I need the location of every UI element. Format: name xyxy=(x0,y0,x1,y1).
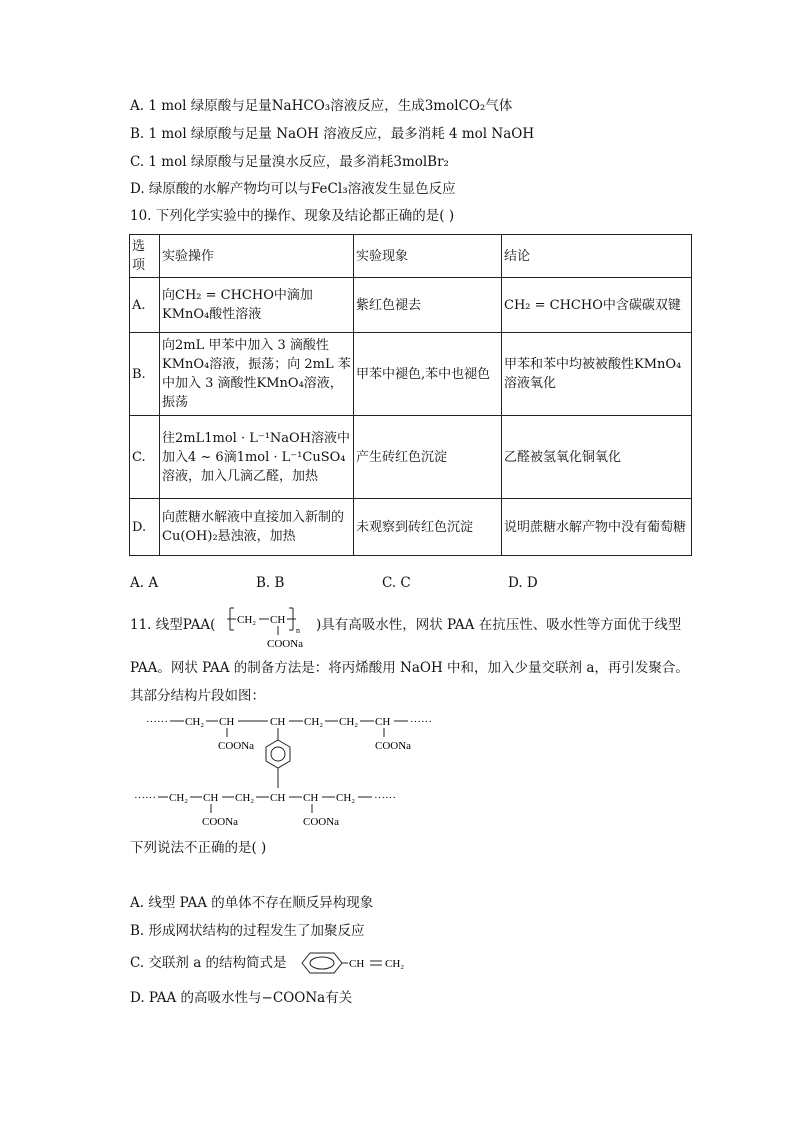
header-option: 选项 xyxy=(130,235,160,278)
q10-choice-d: D. D xyxy=(508,575,538,591)
row-option-label: D. xyxy=(130,499,160,556)
q10-stem: 10. 下列化学实验中的操作、现象及结论都正确的是( ) xyxy=(130,208,455,224)
chain-coona: COONa xyxy=(375,740,412,752)
q11-stem-after: )具有高吸水性，网状 PAA 在抗压性、吸水性等方面优于线型 xyxy=(316,617,682,633)
row-phenomenon: 未观察到砖红色沉淀 xyxy=(354,499,502,556)
row-phenomenon: 紫红色褪去 xyxy=(354,278,502,333)
chain-group: CH xyxy=(219,716,235,728)
q9-option-d: D. 绿原酸的水解产物均可以与FeCl₃溶液发生显色反应 xyxy=(130,181,456,197)
header-conclusion: 结论 xyxy=(502,235,692,278)
formula-ch2: CH₂ xyxy=(385,958,405,970)
table-row xyxy=(130,333,692,416)
q10-choice-b: B. B xyxy=(256,575,285,591)
row-option-label: C. xyxy=(130,416,160,499)
q11-option-b: B. 形成网状结构的过程发生了加聚反应 xyxy=(130,923,365,939)
experiment-table xyxy=(129,234,692,556)
styrene-vinyl-benzene-formula xyxy=(290,948,420,978)
row-conclusion: 说明蔗糖水解产物中没有葡萄糖 xyxy=(502,499,692,556)
row-operation: 向2mL 甲苯中加入 3 滴酸性KMnO₄溶液，振荡；向 2mL 苯中加入 3 滴酸性KMnO₄溶液，振荡 xyxy=(160,333,354,416)
row-operation: 往2mL1mol · L⁻¹NaOH溶液中加入4 ~ 6滴1mol · L⁻¹CuSO₄溶液，加入几滴乙醛，加热 xyxy=(160,416,354,499)
chain-group: CH xyxy=(203,792,219,804)
row-conclusion: 甲苯和苯中均被被酸性KMnO₄溶液氧化 xyxy=(502,333,692,416)
q11-option-a: A. 线型 PAA 的单体不存在顺反异构现象 xyxy=(130,895,374,911)
q11-line3: 其部分结构片段如图： xyxy=(130,688,265,704)
header-phenomenon: 实验现象 xyxy=(354,235,502,278)
q10-choices xyxy=(130,574,634,592)
q11-question: 下列说法不正确的是( ) xyxy=(130,840,267,856)
row-option-label: B. xyxy=(130,333,160,416)
chain-group: CH xyxy=(270,716,286,728)
formula-n: n xyxy=(296,626,300,635)
row-phenomenon: 产生砖红色沉淀 xyxy=(354,416,502,499)
q10-choice-a: A. A xyxy=(130,575,159,591)
q10-choice-c: C. C xyxy=(382,575,411,591)
chain-group: CH₂ xyxy=(169,792,189,804)
chain-group: CH xyxy=(375,716,391,728)
table-row xyxy=(130,499,692,556)
chain-coona: COONa xyxy=(202,816,239,828)
chain-coona: COONa xyxy=(303,816,340,828)
q9-option-b: B. 1 mol 绿原酸与足量 NaOH 溶液反应，最多消耗 4 mol NaOH xyxy=(130,126,535,142)
row-operation: 向CH₂ = CHCHO中滴加KMnO₄酸性溶液 xyxy=(160,278,354,333)
chain-group: CH xyxy=(270,792,286,804)
network-paa-structure xyxy=(132,708,442,830)
chain-group: CH xyxy=(303,792,319,804)
chain-group: CH₂ xyxy=(185,716,205,728)
q9-option-c: C. 1 mol 绿原酸与足量溴水反应，最多消耗3molBr₂ xyxy=(130,154,449,170)
chain-coona: COONa xyxy=(218,740,255,752)
q11-stem-before: 11. 线型PAA( xyxy=(130,617,216,633)
q11-line2: PAA。网状 PAA 的制备方法是：将丙烯酸用 NaOH 中和，加入少量交联剂 a，再引发聚合。 xyxy=(130,660,689,676)
row-conclusion: CH₂ = CHCHO中含碳碳双键 xyxy=(502,278,692,333)
chain-dots: ······ xyxy=(374,792,396,804)
row-option-label: A. xyxy=(130,278,160,333)
chain-dots: ······ xyxy=(134,792,156,804)
header-operation: 实验操作 xyxy=(160,235,354,278)
row-conclusion: 乙醛被氢氧化铜氧化 xyxy=(502,416,692,499)
formula-coona: COONa xyxy=(267,638,304,650)
chain-dots: ······ xyxy=(410,716,432,728)
chain-group: CH₂ xyxy=(304,716,324,728)
formula-ch: CH xyxy=(349,958,365,970)
q11-option-c: C. 交联剂 a 的结构简式是 xyxy=(130,955,287,971)
formula-ch: CH xyxy=(270,614,286,626)
chain-group: CH₂ xyxy=(336,792,356,804)
q11-option-d: D. PAA 的高吸水性与−COONa有关 xyxy=(130,990,353,1006)
row-operation: 向蔗糖水解液中直接加入新制的Cu(OH)₂悬浊液，加热 xyxy=(160,499,354,556)
chain-group: CH₂ xyxy=(235,792,255,804)
table-row xyxy=(130,416,692,499)
table-header-row xyxy=(130,235,692,278)
chain-group: CH₂ xyxy=(339,716,359,728)
formula-ch2: CH₂ xyxy=(237,614,257,626)
q9-option-a: A. 1 mol 绿原酸与足量NaHCO₃溶液反应，生成3molCO₂气体 xyxy=(130,98,513,114)
chain-dots: ······ xyxy=(146,716,168,728)
row-phenomenon: 甲苯中褪色,苯中也褪色 xyxy=(354,333,502,416)
paa-repeat-unit-formula xyxy=(226,604,318,652)
table-row xyxy=(130,278,692,333)
